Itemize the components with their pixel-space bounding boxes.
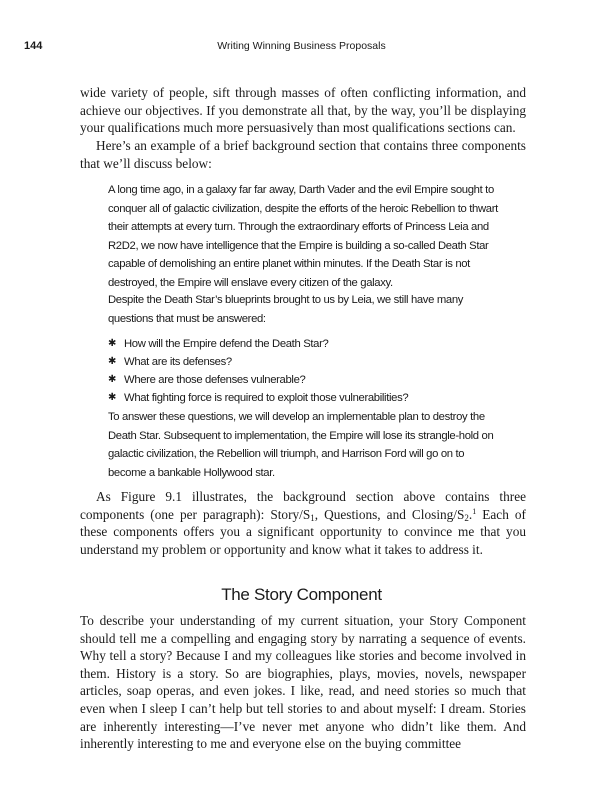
list-item: ✱ Where are those defenses vulnerable? [108,371,500,389]
page-number: 144 [24,40,43,52]
bullet-asterisk-icon: ✱ [108,392,117,403]
page-header [24,40,579,56]
intro-paragraph: Here’s an example of a brief background section that contains three components that we’ll discuss below: [80,138,526,171]
bullet-asterisk-icon: ✱ [108,374,117,385]
list-item: ✱ What fighting force is required to exploit those vulnerabilities? [108,389,500,407]
list-item: ✱ What are its defenses? [108,353,500,371]
list-item: ✱ How will the Empire defend the Death Star? [108,335,500,353]
bullet-asterisk-icon: ✱ [108,356,117,367]
footnote-reference[interactable]: 1 [472,506,477,516]
bullet-asterisk-icon: ✱ [108,338,117,349]
extract-closing-paragraph: To answer these questions, we will develop an implementable plan to destroy the Death Star. Subsequent to implementation, the Empire will lose its strangle-hold on galactic civilization, the Rebellion will triumph, and Harrison Ford will go on to become a bankable Hollywood star. [108,411,494,479]
extract-question-list [108,335,500,407]
section-heading: The Story Component [221,585,382,604]
running-title: Writing Winning Business Proposals [217,40,386,52]
extract-story-paragraph: A long time ago, in a galaxy far far away, Darth Vader and the evil Empire sought to conquer all of galactic civilization, despite the efforts of the heroic Rebellion to thwart their attempts at every turn. Through the extraordinary efforts of Princess Leia and R2D2, we now have intelligence that the Empire is building a so-called Death Star capable of demolishing an entire planet within minutes. If the Death Star is not destroyed, the Empire will enslave every citizen of the galaxy. [108,184,498,289]
extract-questions-paragraph: Despite the Death Star’s blueprints brought to us by Leia, we still have many questions that must be answered: [108,294,464,325]
intro-paragraph-continued: wide variety of people, sift through masses of often conflicting information, and achieve our objectives. If you demonstrate all that, by the way, you’ll be displaying your qualifications much more persuasively than most qualifications sections can. [80,85,526,136]
story-component-paragraph: To describe your understanding of my current situation, your Story Component should tell me a compelling and engaging story by narrating a sequence of events. Why tell a story? Because I and my colleagues like stories and become involved in them. History is a story. So are biographies, plays, movies, novels, newspaper articles, soap operas, and even jokes. I like, read, and need stories so much that even when I sleep I can’t help but tell stories to and about myself: I dream. Stories are inherently interesting—I’ve never met anyone who didn’t like them. And inherently interesting to me and everyone else on the buying committee [80,613,526,752]
analysis-paragraph: As Figure 9.1 illustrates, the background section above contains three components (one per paragraph): Story/$S_1$, Questions, and Closing/$S_2.^1$ Each of these components offers you a significant opportunity to convince me that you understand my problem or opportunity and know what it takes to address it. [80,489,526,557]
